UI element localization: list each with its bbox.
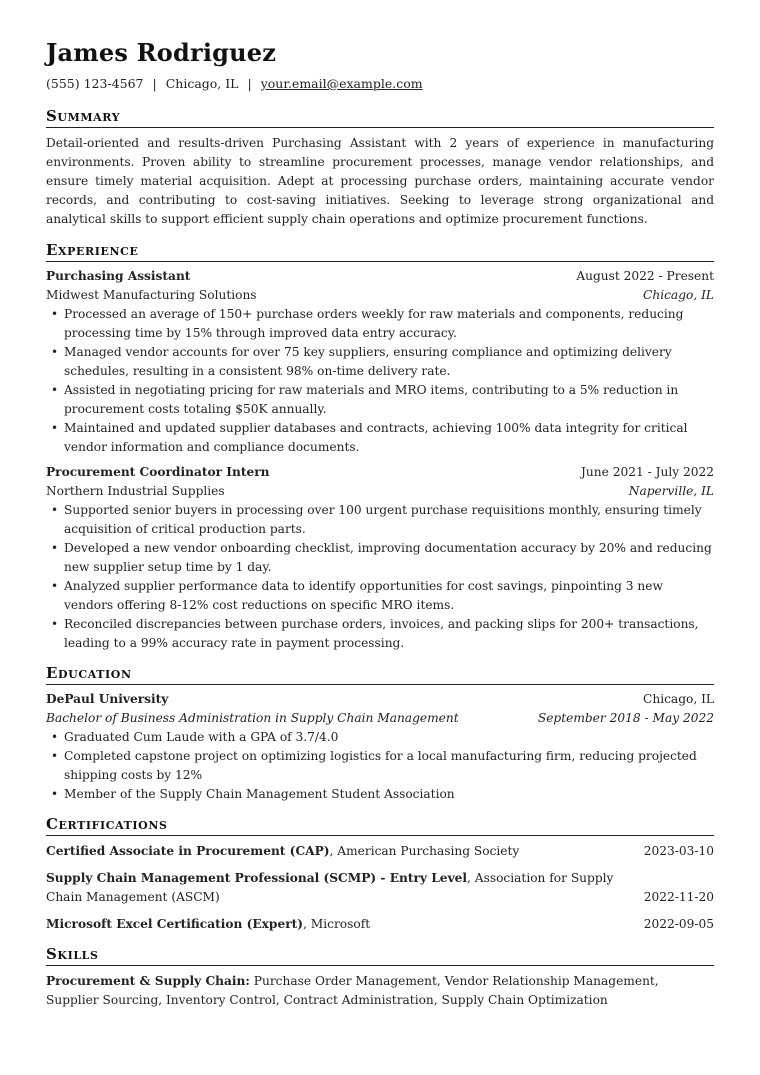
certification-issuer: , Microsoft [303, 917, 371, 931]
skills-heading: Skills [46, 945, 714, 966]
job-bullets [46, 501, 714, 653]
job-entry [46, 463, 714, 653]
job-bullets [46, 305, 714, 457]
job-location: Chicago, IL [643, 288, 714, 302]
location: Chicago, IL [165, 76, 239, 91]
skills-section [46, 945, 714, 1010]
job-title: Purchasing Assistant [46, 269, 191, 283]
bullet-item: • Maintained and updated supplier databases and contracts, achieving 100% data integrity for critical vendor information and compliance documents. [46, 419, 714, 457]
summary-heading: Summary [46, 107, 714, 128]
summary-section [46, 107, 714, 229]
bullet-item: • Analyzed supplier performance data to identify opportunities for cost savings, pinpointing 3 new vendors offering 8-12% cost reductions on specific MRO items. [46, 577, 714, 615]
degree-name: Bachelor of Business Administration in Supply Chain Management [46, 711, 459, 725]
certification-issuer: , American Purchasing Society [329, 844, 520, 858]
separator: | [152, 76, 157, 91]
education-heading: Education [46, 664, 714, 685]
certification-name: Supply Chain Management Professional (SCMP) - Entry Level [46, 871, 468, 885]
certification-item [46, 915, 714, 934]
school-name: DePaul University [46, 692, 169, 706]
certifications-section [46, 815, 714, 934]
certification-name: Microsoft Excel Certification (Expert) [46, 917, 304, 931]
experience-heading: Experience [46, 241, 714, 262]
bullet-item: • Graduated Cum Laude with a GPA of 3.7/4.0 [46, 728, 714, 747]
certification-date: 2022-11-20 [643, 890, 714, 904]
contact-line [46, 75, 714, 93]
job-location: Naperville, IL [628, 484, 714, 498]
job-dates: June 2021 - July 2022 [581, 465, 714, 479]
candidate-name: James Rodriguez [46, 38, 277, 67]
skills-category: Procurement & Supply Chain: [46, 974, 250, 988]
certification-issuer: , Association for Supply Chain Management (ASCM) [46, 871, 614, 904]
bullet-item: • Member of the Supply Chain Management Student Association [46, 785, 714, 804]
company-name: Midwest Manufacturing Solutions [46, 288, 257, 302]
company-name: Northern Industrial Supplies [46, 484, 225, 498]
education-bullets [46, 728, 714, 804]
bullet-item: • Processed an average of 150+ purchase orders weekly for raw materials and components, reducing processing time by 15% through improved data entry accuracy. [46, 305, 714, 343]
resume-page [46, 36, 714, 1010]
email-link[interactable]: your.email@example.com [260, 76, 423, 91]
skills-entry [46, 972, 714, 1010]
certification-item [46, 869, 714, 907]
education-section [46, 664, 714, 804]
job-title: Procurement Coordinator Intern [46, 465, 270, 479]
skills-list: Purchase Order Management, Vendor Relationship Management, Supplier Sourcing, Inventory Control, Contract Administration, Supply Chain Optimization [46, 974, 659, 1007]
job-dates: August 2022 - Present [576, 269, 714, 283]
phone-number: (555) 123-4567 [46, 76, 144, 91]
certifications-heading: Certifications [46, 815, 714, 836]
school-location: Chicago, IL [643, 692, 714, 706]
bullet-item: • Managed vendor accounts for over 75 key suppliers, ensuring compliance and optimizing delivery schedules, resulting in a consistent 98% on-time delivery rate. [46, 343, 714, 381]
bullet-item: • Completed capstone project on optimizing logistics for a local manufacturing firm, reducing projected shipping costs by 12% [46, 747, 714, 785]
separator: | [247, 76, 252, 91]
job-entry [46, 267, 714, 457]
certification-list [46, 842, 714, 934]
bullet-item: • Developed a new vendor onboarding checklist, improving documentation accuracy by 20% and reducing new supplier setup time by 1 day. [46, 539, 714, 577]
certification-name: Certified Associate in Procurement (CAP) [46, 844, 330, 858]
experience-section [46, 241, 714, 653]
bullet-item: • Reconciled discrepancies between purchase orders, invoices, and packing slips for 200+ transactions, leading to a 99% accuracy rate in payment processing. [46, 615, 714, 653]
certification-date: 2022-09-05 [643, 917, 714, 931]
certification-item [46, 842, 714, 861]
education-entry [46, 690, 714, 804]
education-dates: September 2018 - May 2022 [537, 711, 714, 725]
summary-text: Detail-oriented and results-driven Purchasing Assistant with 2 years of experience in manufacturing environments. Proven ability to streamline procurement processes, manage vendor relationships, and ensure timely material acquisition. Adept at processing purchase orders, maintaining accurate vendor records, and contributing to cost-saving initiatives. Seeking to leverage strong organizational and analytical skills to support efficient supply chain operations and optimize procurement functions. [46, 136, 714, 226]
certification-date: 2023-03-10 [643, 844, 714, 858]
bullet-item: • Supported senior buyers in processing over 100 urgent purchase requisitions monthly, ensuring timely acquisition of critical production parts. [46, 501, 714, 539]
bullet-item: • Assisted in negotiating pricing for raw materials and MRO items, contributing to a 5% reduction in procurement costs totaling $50K annually. [46, 381, 714, 419]
